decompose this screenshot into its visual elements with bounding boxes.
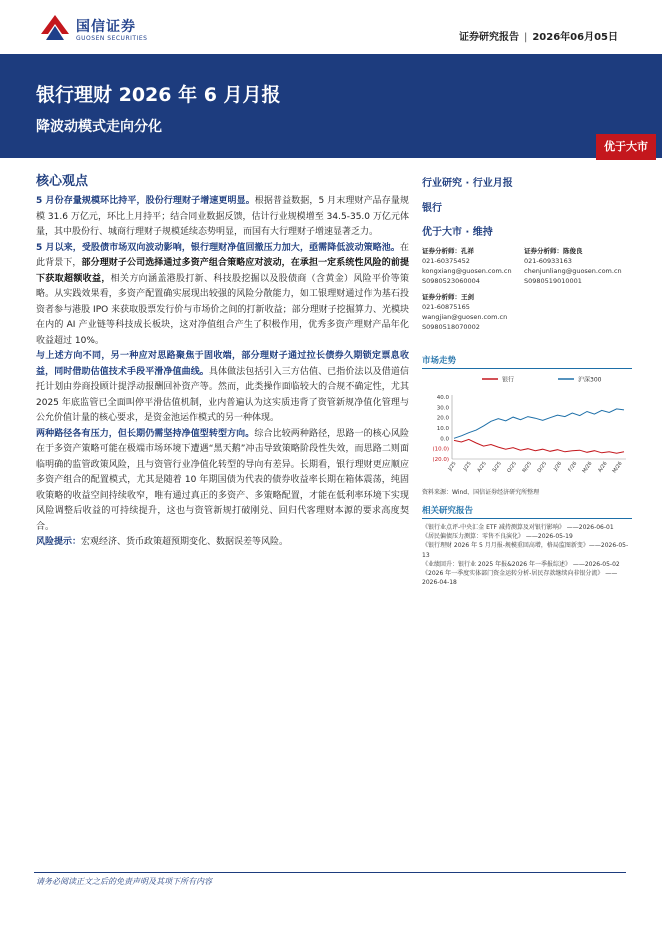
divider: |	[523, 32, 528, 43]
analyst-license: S0980519010001	[524, 277, 582, 285]
y-tick-label: (10.0)	[432, 446, 449, 453]
chart-source: 资料来源：Wind、国信证券经济研究所整理	[422, 489, 540, 496]
x-tick-label: J/25	[462, 460, 473, 472]
analyst-phone: 021-60933163	[524, 257, 572, 265]
series-line	[454, 439, 624, 453]
report-date: 2026年06月05日	[532, 32, 618, 43]
paragraph-1-lead: 5 月份存量规模环比持平，股份行理财子增速更明显。	[36, 196, 255, 206]
related-report-item[interactable]: 《居民偏债压力测算：零售不良演化》 ——2026-05-19	[422, 533, 573, 541]
section-heading: 核心观点	[36, 174, 89, 189]
analyst-card	[422, 246, 526, 286]
paragraph-2-lead: 5 月以来，受股债市场双向波动影响，银行理财净值回撤压力加大，亟需降低波动策略池。	[36, 242, 400, 253]
related-report-item[interactable]: 《银行业点评-中央汇金 ETF 减持测算及对银行影响》 ——2026-06-01	[422, 524, 614, 531]
paragraph-4	[36, 427, 409, 536]
analyst-email[interactable]: chenjunliang@guosen.com.cn	[524, 267, 622, 275]
related-reports-title: 相关研究报告	[422, 504, 632, 519]
rating-line: 优于大市 · 维持	[422, 227, 493, 238]
paragraph-1-body: 根据普益数据，5 月末理财产品存量规模 31.6 万亿元，环比上月持平；结合同业数据反馈，估计行业规模增至 34.5-35.0 万亿元体量，其中股份行、城商行理财子规模延续态势明显，而国有大行理财子增速显著乏力。	[36, 196, 409, 237]
paragraph-1	[36, 194, 409, 241]
x-tick-label: J/26	[552, 460, 564, 472]
x-tick-label: O/25	[506, 460, 519, 474]
brand-name-en: GUOSEN SECURITIES	[76, 35, 148, 42]
paragraph-2	[36, 241, 409, 350]
analyst-role: 证券分析师：	[422, 247, 461, 255]
risk-warning	[36, 535, 409, 551]
analyst-email[interactable]: kongxiang@guosen.com.cn	[422, 267, 512, 275]
rating-badge: 优于大市	[596, 134, 656, 160]
x-tick-label: A/25	[476, 460, 488, 474]
x-tick-label: A/26	[597, 460, 609, 474]
paragraph-3	[36, 349, 409, 427]
y-tick-label: 30.0	[436, 405, 449, 412]
guosen-logo-icon	[40, 14, 70, 42]
paragraph-2-body-b: 相关方向涵盖港股打新、科技股挖掘以及股债商（含黄金）风险平价等策略。从实践效果看，多资产配置确实展现出较强的风险分散能力，如工银理财通过作为基石投资者参与港股 IPO 来获取股票发行价与市场价之间的打新收益；部分理财子挖掘算力、光模块在内的 AI 产业链等科技成长板块，这对净值组合产生了积极作用，优秀多资产理财产品年化收益超过 10%。	[36, 273, 409, 346]
y-tick-label: 40.0	[436, 395, 449, 401]
related-report-item[interactable]: 《业绩回升：银行业 2025 年报&2026 年一季报综述》 ——2026-05-02	[422, 560, 620, 568]
series-line	[454, 409, 624, 438]
market-trend-chart	[422, 373, 632, 481]
analyst-card	[422, 292, 526, 332]
analyst-name: 孔祥	[461, 247, 474, 255]
legend-label: 沪深300	[578, 376, 602, 384]
brand-name-cn: 国信证券	[76, 19, 136, 35]
paragraph-4-lead: 两种路径各有压力，但长期仍需坚持净值型转型方向。	[36, 428, 255, 439]
legend-label: 银行	[502, 376, 515, 384]
analyst-card	[524, 246, 628, 286]
doc-type: 证券研究报告	[458, 32, 519, 43]
y-tick-label: 20.0	[436, 415, 449, 422]
analyst-role: 证券分析师：	[524, 247, 563, 255]
report-title: 银行理财 2026 年 6 月月报	[36, 84, 281, 106]
industry-label: 行业研究 · 行业月报	[422, 178, 513, 189]
x-tick-label: J/25	[447, 460, 458, 472]
related-report-item[interactable]: 《银行理财 2026 年 5 月月报-规模重回高增，格局监图新变》——2026-05-13	[422, 542, 629, 559]
sidebar	[422, 174, 632, 587]
y-tick-label: (20.0)	[432, 457, 449, 463]
x-tick-label: S/25	[491, 460, 503, 474]
paragraph-2-body-a: 在此背景下，	[36, 242, 409, 268]
sector-label: 银行	[422, 203, 442, 214]
x-tick-label: N/25	[521, 460, 534, 474]
analyst-email[interactable]: wangjian@guosen.com.cn	[422, 313, 508, 321]
paragraph-2-bold: 部分理财子公司选择通过多资产组合策略应对波动，在承担一定系统性风险的前提下获取超额收益，	[36, 258, 409, 284]
analyst-license: S0980523060004	[422, 277, 480, 285]
analyst-list	[422, 246, 632, 354]
footer-disclaimer: 请务必阅读正文之后的免责声明及其项下所有内容	[36, 877, 212, 886]
market-trend-title: 市场走势	[422, 354, 632, 369]
title-banner	[0, 54, 662, 158]
x-tick-label: M/26	[581, 460, 594, 475]
x-tick-label: M/26	[611, 460, 624, 475]
footer-divider	[34, 872, 626, 873]
paragraph-3-body: 具体做法包括引入三方估值、已指价法以及借道信托计划由券商投顾计提浮动报酬回补资产等。然而，此类操作面临较大的合规不确定性，尤其 2025 年底监管已全面叫停平滑估值机制，业内普遍认为这实质违背了资管新规净值化管理与公允价值计量的核心要求，是资金池运作模式的另一种体现。	[36, 366, 409, 423]
y-tick-label: 0.0	[440, 436, 449, 443]
core-view-section	[36, 170, 409, 551]
related-report-item[interactable]: 《2026 年一季度实体部门资金运转分析-居民存款继续向非银分流》 ——2026-04-18	[422, 570, 618, 587]
report-meta	[459, 28, 618, 43]
analyst-name: 王剑	[461, 293, 474, 301]
guosen-logo	[40, 14, 170, 50]
analyst-license: S0980518070002	[422, 323, 480, 331]
risk-body: 宏观经济、货币政策超预期变化、数据误差等风险。	[81, 537, 289, 547]
analyst-role: 证券分析师：	[422, 293, 461, 301]
analyst-phone: 021-60875165	[422, 303, 470, 311]
risk-label: 风险提示：	[36, 537, 82, 547]
trend-chart-svg	[422, 373, 632, 481]
y-tick-label: 10.0	[436, 426, 449, 432]
related-reports-list	[422, 523, 632, 587]
paragraph-4-body: 综合比较两种路径，思路一的核心风险在于多资产策略可能在极端市场环境下遭遇“黑天鹅”冲击导致策略阶段性失效，而思路二则面临明确的监管政策风险，且与资管行业净值化转型的导向有差异。长期看，银行理财更应顺应多资产组合的配置模式，尤其是随着 10 年期国债为代表的债券收益率长期在箱体震荡，纯固收策略的收益空间持续收窄，唯有通过真正的多资产、多策略配置，才能在低利率环境下实现风险调整后收益的可持续提升，这也与资管新规打破刚兑、回归代客理财本源的要求高度契合。	[36, 428, 409, 532]
analyst-phone: 021-60375452	[422, 257, 470, 265]
analyst-name: 陈俊良	[563, 247, 583, 255]
paragraph-3-lead: 与上述方向不同，另一种应对思路聚焦于固收端，部分理财子通过拉长债券久期锁定票息收益，同时借助估值技术手段平滑净值曲线。	[36, 351, 409, 377]
x-tick-label: F/26	[567, 460, 579, 474]
report-subtitle: 降波动模式走向分化	[36, 119, 162, 135]
x-tick-label: D/25	[536, 460, 549, 474]
